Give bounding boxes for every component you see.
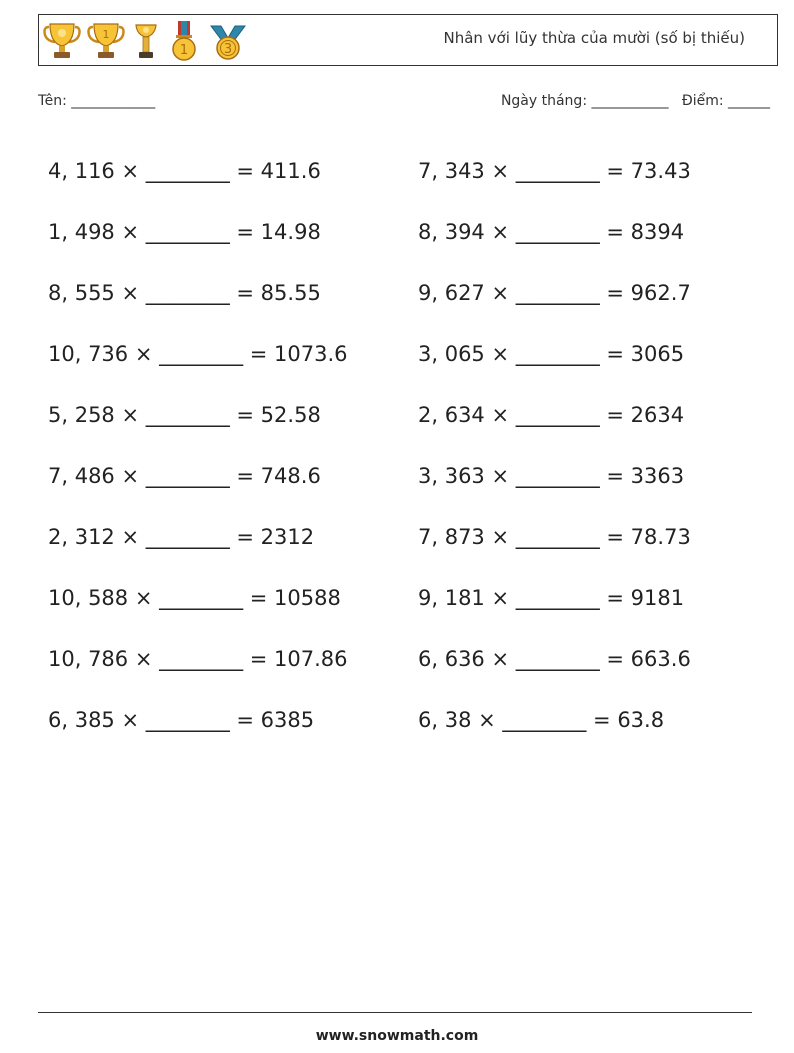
problem-item: 3, 065 × ________ = 3065 bbox=[418, 341, 685, 366]
problem-row bbox=[48, 568, 768, 629]
award-icons bbox=[43, 19, 249, 63]
problem-item: 10, 588 × ________ = 10588 bbox=[48, 586, 341, 611]
problem-item: 6, 636 × ________ = 663.6 bbox=[418, 647, 691, 672]
problem-item: 7, 486 × ________ = 748.6 bbox=[48, 464, 321, 489]
problem-row bbox=[48, 140, 768, 201]
problem-row bbox=[48, 201, 768, 262]
problem-item: 6, 38 × ________ = 63.8 bbox=[418, 708, 665, 733]
problem-row bbox=[48, 629, 768, 690]
medal-first-icon bbox=[167, 20, 201, 62]
name-field: Tên: ____________ bbox=[38, 93, 156, 109]
trophy-first-icon bbox=[87, 21, 125, 61]
date-score-fields bbox=[501, 93, 770, 109]
worksheet-title: Nhân với lũy thừa của mười (số bị thiếu) bbox=[443, 29, 745, 47]
problem-item: 9, 181 × ________ = 9181 bbox=[418, 586, 685, 611]
problem-item: 2, 634 × ________ = 2634 bbox=[418, 402, 685, 427]
problem-grid bbox=[48, 140, 768, 751]
svg-text:1: 1 bbox=[102, 28, 110, 41]
score-field: Điểm: ______ bbox=[681, 93, 770, 109]
problem-item: 1, 498 × ________ = 14.98 bbox=[48, 219, 321, 244]
problem-item: 10, 786 × ________ = 107.86 bbox=[48, 647, 348, 672]
worksheet-header bbox=[38, 14, 778, 66]
problem-item: 8, 394 × ________ = 8394 bbox=[418, 219, 685, 244]
problem-row bbox=[48, 323, 768, 384]
footer-divider bbox=[38, 1012, 752, 1013]
trophy-small-icon bbox=[131, 21, 161, 61]
problem-row bbox=[48, 445, 768, 506]
problem-item: 5, 258 × ________ = 52.58 bbox=[48, 402, 321, 427]
problem-item: 6, 385 × ________ = 6385 bbox=[48, 708, 315, 733]
problem-item: 3, 363 × ________ = 3363 bbox=[418, 464, 685, 489]
footer-url: www.snowmath.com bbox=[315, 1028, 479, 1044]
problem-item: 8, 555 × ________ = 85.55 bbox=[48, 280, 321, 305]
problem-row bbox=[48, 690, 768, 751]
problem-item: 9, 627 × ________ = 962.7 bbox=[418, 280, 691, 305]
medal-third-icon bbox=[207, 20, 249, 62]
svg-text:1: 1 bbox=[179, 43, 189, 58]
problem-item: 10, 736 × ________ = 1073.6 bbox=[48, 341, 348, 366]
problem-item: 7, 873 × ________ = 78.73 bbox=[418, 525, 691, 550]
problem-row bbox=[48, 507, 768, 568]
trophy-icon bbox=[43, 21, 81, 61]
problem-row bbox=[48, 384, 768, 445]
problem-row bbox=[48, 262, 768, 323]
svg-text:3: 3 bbox=[223, 42, 233, 57]
problem-item: 4, 116 × ________ = 411.6 bbox=[48, 158, 321, 183]
date-field: Ngày tháng: ___________ bbox=[500, 93, 669, 109]
problem-item: 7, 343 × ________ = 73.43 bbox=[418, 158, 691, 183]
problem-item: 2, 312 × ________ = 2312 bbox=[48, 525, 315, 550]
